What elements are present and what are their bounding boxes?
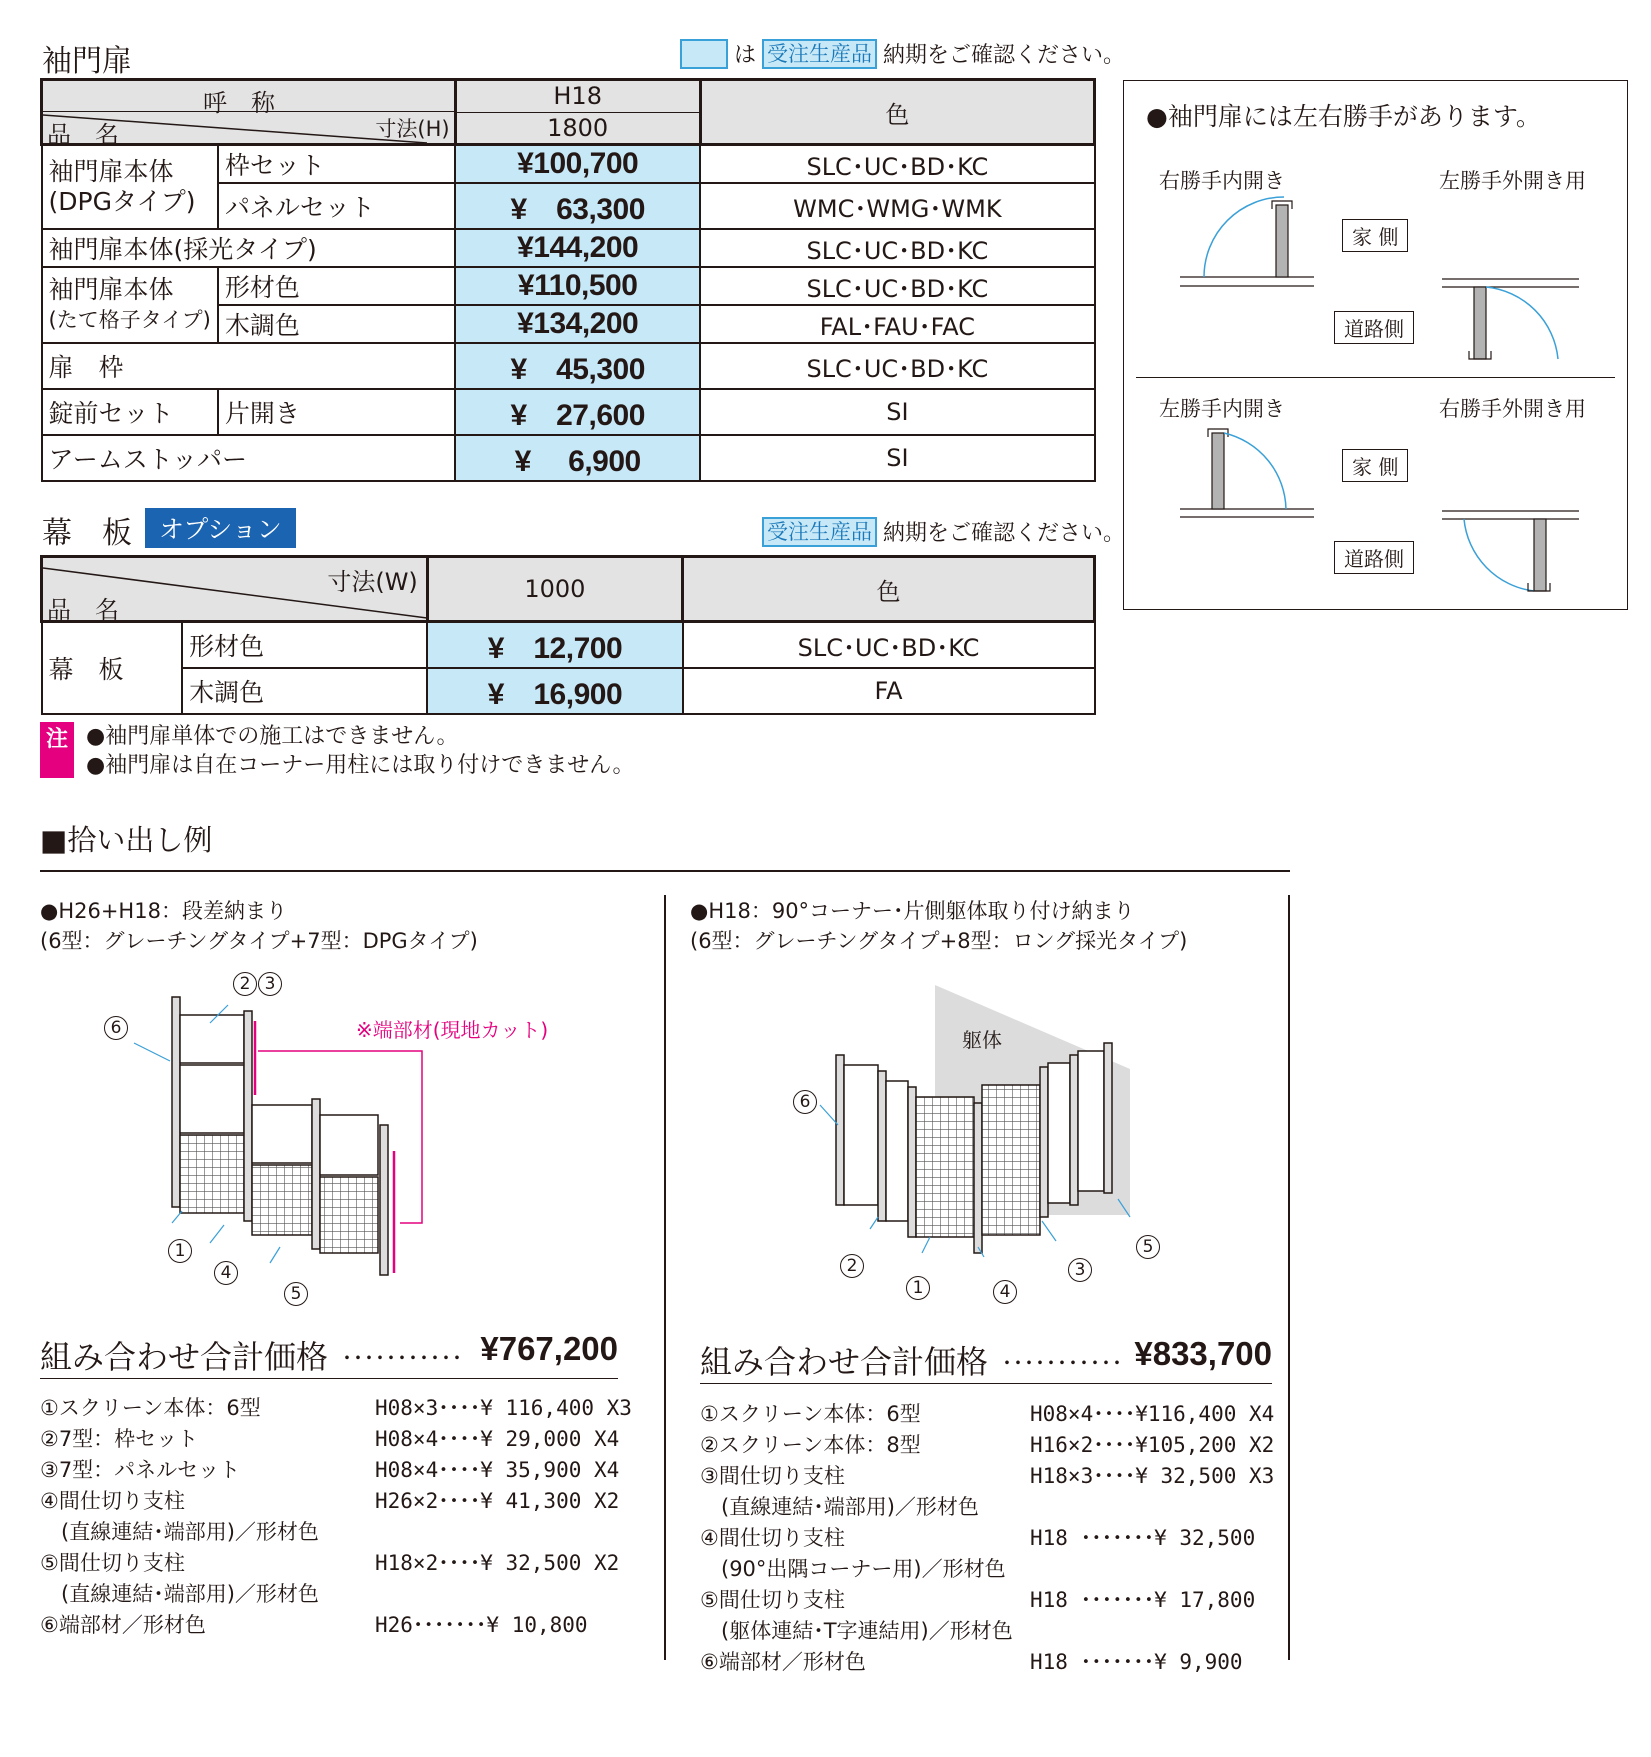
total-price: ¥767,200 xyxy=(480,1330,618,1367)
row-opt: 木調色 xyxy=(182,668,427,714)
house-side-label: 家 側 xyxy=(1342,219,1408,252)
row-name: 錠前セット xyxy=(42,389,218,435)
table-corner-header xyxy=(42,80,456,149)
gate-notice xyxy=(680,38,1125,69)
panel-notice xyxy=(762,516,1125,547)
gate-price-table xyxy=(40,78,1096,482)
item-name: (直線連結･端部用)／形材色 xyxy=(40,1582,319,1606)
total-label: 組み合わせ合計価格 xyxy=(40,1338,329,1376)
header-item: 品 名 xyxy=(47,596,119,624)
label-right-inward: 右勝手内開き xyxy=(1159,169,1285,193)
notice-text: 納期をご確認ください。 xyxy=(883,521,1126,546)
header-1800: 1800 xyxy=(547,114,609,142)
table-corner-header xyxy=(42,557,428,622)
item-name: ⑥端部材／形材色 xyxy=(40,1613,206,1637)
item-name: (直線連結･端部用)／形材色 xyxy=(40,1520,319,1544)
item-name: ②7型：枠セット xyxy=(40,1427,199,1451)
row-color: SLC･UC･BD･KC xyxy=(700,267,1094,305)
item-code: H08×3････¥ 116,400 X3 xyxy=(375,1396,632,1420)
row-name: 袖門扉本体 xyxy=(48,275,174,304)
road-side-label: 道路側 xyxy=(1334,311,1414,344)
road-side-label: 道路側 xyxy=(1334,541,1414,574)
caution-mark: 注 xyxy=(40,722,74,778)
marker-3: 3 xyxy=(258,972,282,996)
wall-label: 躯体 xyxy=(962,1028,1002,1052)
item-code: H18×2････¥ 32,500 X2 xyxy=(375,1551,620,1575)
row-opt: 木調色 xyxy=(218,305,455,343)
left-total-row xyxy=(40,1330,618,1379)
heading-line: ●H18：90°コーナー･片側躯体取り付け納まり xyxy=(690,899,1135,923)
marker-4: 4 xyxy=(214,1261,238,1285)
left-example-heading xyxy=(40,896,478,956)
marker-3: 3 xyxy=(1068,1258,1092,1282)
marker-2: 2 xyxy=(233,972,257,996)
header-color: 色 xyxy=(683,557,1095,622)
label-left-inward: 左勝手内開き xyxy=(1159,397,1285,421)
row-price: ¥ 27,600 xyxy=(455,389,700,435)
caution-text xyxy=(86,722,635,780)
row-price: ¥100,700 xyxy=(455,145,700,184)
marker-5: 5 xyxy=(1136,1235,1160,1259)
example-divider xyxy=(664,895,666,1660)
header-color: 色 xyxy=(700,80,1094,145)
option-badge: オプション xyxy=(145,508,296,548)
row-color: SI xyxy=(700,435,1094,481)
label-right-outward: 右勝手外開き用 xyxy=(1439,397,1586,421)
right-total-row xyxy=(700,1335,1272,1384)
item-code: H18×3････¥ 32,500 X3 xyxy=(1030,1464,1275,1488)
total-label: 組み合わせ合計価格 xyxy=(700,1343,989,1381)
marker-6: 6 xyxy=(104,1016,128,1040)
panel-title: 幕 板 xyxy=(42,516,132,551)
marker-5: 5 xyxy=(284,1282,308,1306)
row-opt: パネルセット xyxy=(218,183,455,229)
item-name: (90°出隅コーナー用)／形材色 xyxy=(700,1557,1006,1581)
item-name: ③間仕切り支柱 xyxy=(700,1464,845,1488)
caution-line: ●袖門扉単体での施工はできません。 xyxy=(86,724,459,749)
item-name: ④間仕切り支柱 xyxy=(700,1526,845,1550)
item-name: ①スクリーン本体：6型 xyxy=(700,1402,921,1426)
header-item: 品 名 xyxy=(47,121,119,149)
row-price: ¥110,500 xyxy=(455,267,700,305)
row-opt: 片開き xyxy=(218,389,455,435)
item-code: H26×2････¥ 41,300 X2 xyxy=(375,1489,620,1513)
item-name: ②スクリーン本体：8型 xyxy=(700,1433,921,1457)
handing-box xyxy=(1123,80,1628,610)
row-color: FA xyxy=(683,668,1095,714)
marker-1: 1 xyxy=(168,1239,192,1263)
right-example-heading xyxy=(690,896,1187,956)
row-color: SLC･UC･BD･KC xyxy=(700,229,1094,267)
item-code: H16×2････¥105,200 X2 xyxy=(1030,1433,1275,1457)
marker-6: 6 xyxy=(793,1090,817,1114)
notice-text: 納期をご確認ください。 xyxy=(883,43,1126,68)
row-color: SLC･UC･BD･KC xyxy=(683,622,1095,669)
row-name: 幕 板 xyxy=(42,622,183,715)
row-price: ¥134,200 xyxy=(455,305,700,343)
item-name: (直線連結･端部用)／形材色 xyxy=(700,1495,979,1519)
caution-line: ●袖門扉は自在コーナー用柱には取り付けできません。 xyxy=(86,753,635,778)
row-opt: 形材色 xyxy=(218,267,455,305)
item-name: ⑤間仕切り支柱 xyxy=(40,1551,185,1575)
header-dim: 寸法(H) xyxy=(375,117,450,141)
item-name: ③7型：パネルセット xyxy=(40,1458,241,1482)
row-name: アームストッパー xyxy=(42,435,456,481)
example-right-border xyxy=(1288,895,1290,1660)
gate-title: 袖門扉 xyxy=(42,44,132,79)
row-name: 袖門扉本体 xyxy=(48,157,174,186)
item-name: (躯体連結･T字連結用)／形材色 xyxy=(700,1619,1013,1643)
row-lattice-name xyxy=(42,267,218,343)
row-price: ¥ 16,900 xyxy=(427,668,682,714)
header-dim: 寸法(W) xyxy=(327,568,418,596)
row-price: ¥ 6,900 xyxy=(455,435,700,481)
row-price: ¥ 12,700 xyxy=(427,622,682,669)
row-color: WMC･WMG･WMK xyxy=(700,183,1094,229)
house-side-label: 家 側 xyxy=(1342,449,1408,482)
heading-line: ●H26+H18：段差納まり xyxy=(40,899,287,923)
row-dpg-name xyxy=(42,145,218,230)
row-name: 扉 枠 xyxy=(42,343,456,389)
item-name: ⑥端部材／形材色 xyxy=(700,1650,866,1674)
row-price: ¥144,200 xyxy=(455,229,700,267)
item-code: H26･･･････¥ 10,800 xyxy=(375,1613,588,1637)
row-color: SLC･UC･BD･KC xyxy=(700,145,1094,184)
item-code: H08×4････¥116,400 X4 xyxy=(1030,1402,1275,1426)
marker-4: 4 xyxy=(993,1280,1017,1304)
item-code: H08×4････¥ 35,900 X4 xyxy=(375,1458,620,1482)
panel-price-table xyxy=(40,555,1096,715)
row-color: FAL･FAU･FAC xyxy=(700,305,1094,343)
made-to-order-badge: 受注生産品 xyxy=(762,39,877,69)
label-left-outward: 左勝手外開き用 xyxy=(1439,169,1586,193)
row-price: ¥ 45,300 xyxy=(455,343,700,389)
item-code: H18 ･･･････¥ 9,900 xyxy=(1030,1650,1243,1674)
marker-2: 2 xyxy=(840,1254,864,1278)
item-name: ①スクリーン本体：6型 xyxy=(40,1396,261,1420)
cut-note: ※端部材(現地カット) xyxy=(356,1018,549,1042)
heading-line: (6型：グレーチングタイプ+8型：ロング採光タイプ) xyxy=(690,929,1188,953)
row-name: 袖門扉本体(採光タイプ) xyxy=(42,229,456,267)
row-color: SLC･UC･BD･KC xyxy=(700,343,1094,389)
heading-line: (6型：グレーチングタイプ+7型：DPGタイプ) xyxy=(40,929,478,953)
item-code: H18 ･･･････¥ 32,500 xyxy=(1030,1526,1256,1550)
item-code: H18 ･･･････¥ 17,800 xyxy=(1030,1588,1256,1612)
handing-title: ●袖門扉には左右勝手があります。 xyxy=(1146,102,1541,131)
header-height xyxy=(455,80,700,145)
header-h18: H18 xyxy=(457,81,699,113)
row-sub: (たて格子タイプ) xyxy=(48,308,211,332)
total-leader: ･･･････････ xyxy=(342,1346,463,1370)
handing-diagrams xyxy=(1124,81,1629,611)
item-name: ⑤間仕切り支柱 xyxy=(700,1588,845,1612)
row-opt: 枠セット xyxy=(218,145,455,184)
row-price: ¥ 63,300 xyxy=(455,183,700,229)
row-sub: (DPGタイプ) xyxy=(48,187,196,216)
header-width: 1000 xyxy=(427,557,682,622)
total-price: ¥833,700 xyxy=(1134,1335,1272,1372)
row-color: SI xyxy=(700,389,1094,435)
marker-1: 1 xyxy=(906,1276,930,1300)
item-name: ④間仕切り支柱 xyxy=(40,1489,185,1513)
example-rule xyxy=(40,870,1290,872)
made-to-order-badge: 受注生産品 xyxy=(762,517,877,547)
row-opt: 形材色 xyxy=(182,622,427,669)
notice-is: は xyxy=(734,43,757,68)
header-call: 呼 称 xyxy=(203,89,275,117)
example-title: ■拾い出し例 xyxy=(40,823,213,857)
item-code: H08×4････¥ 29,000 X4 xyxy=(375,1427,620,1451)
made-to-order-swatch xyxy=(680,39,728,69)
total-leader: ･･･････････ xyxy=(1002,1351,1123,1375)
